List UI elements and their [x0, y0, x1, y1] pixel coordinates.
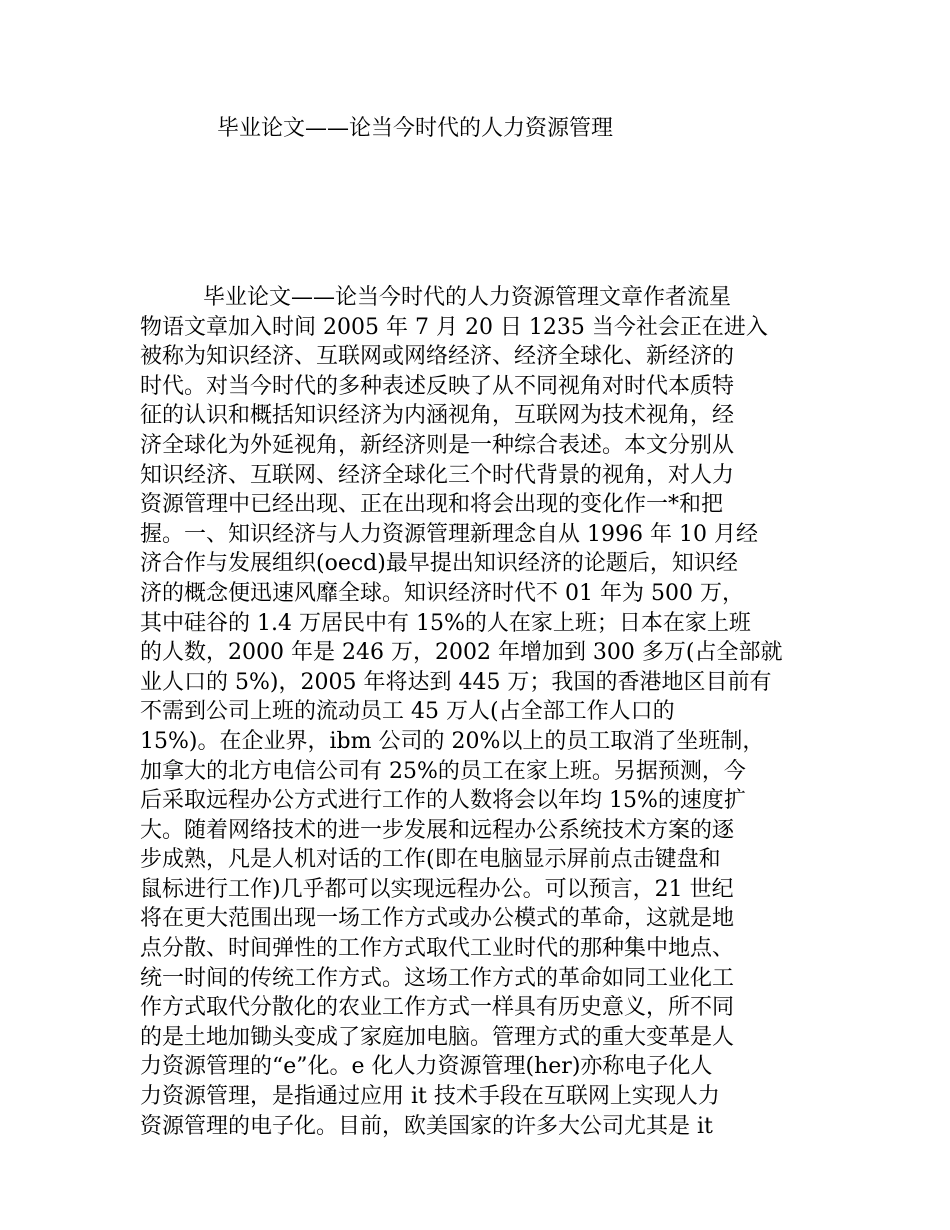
body-line: 业人口的 5%)，2005 年将达到 445 万；我国的香港地区目前有	[140, 669, 772, 695]
body-line: 济的概念便迅速风靡全球。知识经济时代不 01 年为 500 万，	[140, 580, 744, 606]
body-line: 步成熟，凡是人机对话的工作(即在电脑显示屏前点击键盘和	[140, 847, 721, 873]
body-line: 济合作与发展组织(oecd)最早提出知识经济的论题后，知识经	[140, 551, 738, 577]
body-line: 被称为知识经济、互联网或网络经济、经济全球化、新经济的	[140, 344, 735, 370]
body-line: 后采取远程办公方式进行工作的人数将会以年均 15%的速度扩	[140, 788, 746, 814]
body-line: 统一时间的传统工作方式。这场工作方式的革命如同工业化工	[140, 965, 735, 991]
body-line: 加拿大的北方电信公司有 25%的员工在家上班。另据预测，今	[140, 758, 746, 784]
body-line: 大。随着网络技术的进一步发展和远程办公系统技术方案的逐	[140, 817, 735, 843]
body-line: 握。一、知识经济与人力资源管理新理念自从 1996 年 10 月经	[140, 521, 758, 547]
body-line: 资源管理中已经出现、正在出现和将会出现的变化作一*和把	[140, 492, 724, 518]
body-text	[140, 283, 820, 1141]
body-line: 其中硅谷的 1.4 万居民中有 15%的人在家上班；日本在家上班	[140, 610, 751, 636]
body-line: 物语文章加入时间 2005 年 7 月 20 日 1235 当今社会正在进入	[140, 314, 768, 340]
page-title: 毕业论文——论当今时代的人力资源管理	[217, 116, 614, 141]
body-line: 的是土地加锄头变成了家庭加电脑。管理方式的重大变革是人	[140, 1024, 735, 1050]
body-line: 作方式取代分散化的农业工作方式一样具有历史意义，所不同	[140, 995, 735, 1021]
body-line: 的人数，2000 年是 246 万，2002 年增加到 300 多万(占全部就	[140, 640, 783, 666]
body-line: 鼠标进行工作)几乎都可以实现远程办公。可以预言，21 世纪	[140, 876, 734, 902]
body-line: 力资源管理的“e”化。e 化人力资源管理(her)亦称电子化人	[140, 1054, 713, 1080]
body-line: 不需到公司上班的流动员工 45 万人(占全部工作人口的	[140, 699, 675, 725]
body-line: 毕业论文——论当今时代的人力资源管理文章作者流星	[203, 285, 732, 310]
body-line: 15%)。在企业界，ibm 公司的 20%以上的员工取消了坐班制，	[140, 728, 765, 754]
body-line: 将在更大范围出现一场工作方式或办公模式的革命，这就是地	[140, 906, 735, 932]
body-line: 济全球化为外延视角，新经济则是一种综合表述。本文分别从	[140, 432, 735, 458]
body-line: 时代。对当今时代的多种表述反映了从不同视角对时代本质特	[140, 373, 735, 399]
body-line: 知识经济、互联网、经济全球化三个时代背景的视角，对人力	[140, 462, 735, 488]
body-line: 力资源管理，是指通过应用 it 技术手段在互联网上实现人力	[140, 1084, 720, 1110]
body-line: 点分散、时间弹性的工作方式取代工业时代的那种集中地点、	[140, 936, 735, 962]
body-line: 征的认识和概括知识经济为内涵视角，互联网为技术视角，经	[140, 403, 735, 429]
body-line: 资源管理的电子化。目前，欧美国家的许多大公司尤其是 it	[140, 1113, 713, 1139]
